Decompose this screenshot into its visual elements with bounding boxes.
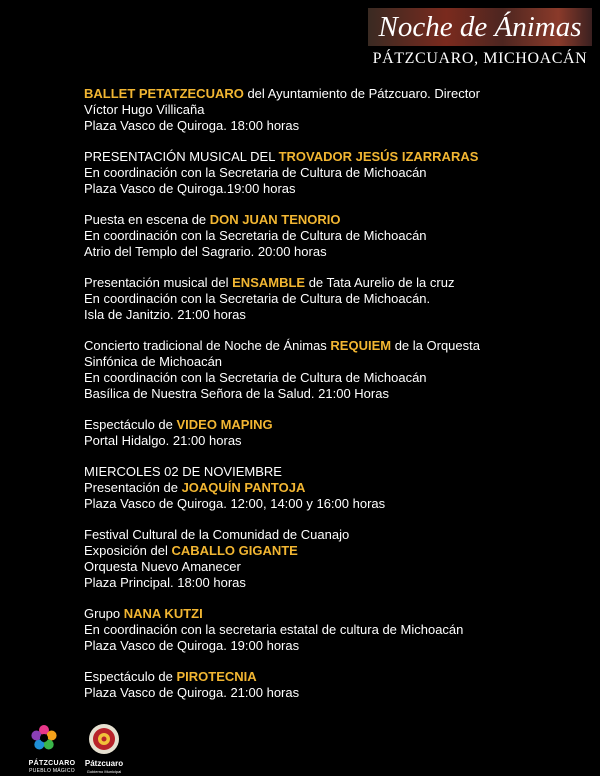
event-detail: Sinfónica de Michoacán: [84, 354, 223, 369]
event-title-line: Exposición del CABALLO GIGANTE: [84, 543, 298, 558]
event-venue: Isla de Janitzio. 21:00 horas: [84, 307, 246, 322]
event-highlight: TROVADOR JESÚS IZARRARAS: [278, 149, 479, 164]
footer-logos: [0, 716, 200, 776]
event-venue: Portal Hidalgo. 21:00 horas: [84, 433, 242, 448]
event-item: [84, 149, 584, 197]
event-title-line: Puesta en escena de DON JUAN TENORIO: [84, 212, 341, 227]
event-highlight: ENSAMBLE: [232, 275, 306, 290]
event-item: [84, 669, 584, 701]
event-highlight: DON JUAN TENORIO: [209, 212, 341, 227]
event-highlight: NANA KUTZI: [123, 606, 203, 621]
logo-tagline: Gobierno Municipal: [86, 769, 122, 774]
event-item: [84, 212, 584, 260]
event-highlight: JOAQUÍN PANTOJA: [181, 480, 306, 495]
event-venue: Plaza Principal. 18:00 horas: [84, 575, 246, 590]
seal-icon: [78, 722, 130, 756]
event-venue: Plaza Vasco de Quiroga. 19:00 horas: [84, 638, 300, 653]
event-title-line: PRESENTACIÓN MUSICAL DEL TROVADOR JESÚS IZARRARAS: [84, 149, 479, 164]
event-title-line: Espectáculo de PIROTECNIA: [84, 669, 257, 684]
event-detail: Orquesta Nuevo Amanecer: [84, 559, 241, 574]
event-item: [84, 86, 584, 134]
patzcuaro-municipal-logo: [78, 722, 130, 776]
event-highlight: PIROTECNIA: [176, 669, 257, 684]
event-highlight: REQUIEM: [330, 338, 392, 353]
logo-tagline: PUEBLO MÁGICO: [29, 768, 75, 774]
event-detail: Víctor Hugo Villicaña: [84, 102, 205, 117]
event-detail: En coordinación con la secretaria estatal de cultura de Michoacán: [84, 622, 464, 637]
event-item: [84, 527, 584, 591]
event-title-line: BALLET PETATZECUARO del Ayuntamiento de Pátzcuaro. Director: [84, 86, 480, 101]
event-title-line: Grupo NANA KUTZI: [84, 606, 203, 621]
event-title-line: Presentación musical del ENSAMBLE de Tata Aurelio de la cruz: [84, 275, 455, 290]
event-item: [84, 606, 584, 654]
logo-name: Pátzcuaro: [84, 759, 124, 768]
event-detail: En coordinación con la Secretaria de Cultura de Michoacán: [84, 370, 427, 385]
event-date-heading: MIERCOLES 02 DE NOVIEMBRE: [84, 464, 282, 479]
patzcuaro-pueblo-magico-logo: [22, 724, 82, 776]
header-banner: [368, 8, 592, 72]
event-item: [84, 417, 584, 449]
event-item: [84, 275, 584, 323]
event-detail: En coordinación con la Secretaria de Cultura de Michoacán: [84, 228, 427, 243]
event-highlight: CABALLO GIGANTE: [171, 543, 298, 558]
event-venue: Basílica de Nuestra Señora de la Salud. 21:00 Horas: [84, 386, 389, 401]
event-detail: Festival Cultural de la Comunidad de Cuanajo: [84, 527, 350, 542]
event-detail: En coordinación con la Secretaria de Cultura de Michoacán: [84, 165, 427, 180]
event-venue: Plaza Vasco de Quiroga. 18:00 horas: [84, 118, 300, 133]
event-highlight: BALLET PETATZECUARO: [84, 86, 244, 101]
event-title-line: Espectáculo de VIDEO MAPING: [84, 417, 273, 432]
logo-name: PÁTZCUARO: [28, 760, 76, 767]
event-venue: Plaza Vasco de Quiroga.19:00 horas: [84, 181, 296, 196]
event-detail: En coordinación con la Secretaria de Cultura de Michoacán.: [84, 291, 431, 306]
event-item: [84, 338, 584, 402]
event-list: [84, 86, 584, 716]
event-title-line: Concierto tradicional de Noche de Ánimas REQUIEM de la Orquesta: [84, 338, 480, 353]
event-title-line: Presentación de JOAQUÍN PANTOJA: [84, 480, 306, 495]
page-subtitle: PÁTZCUARO, MICHOACÁN: [372, 50, 588, 67]
event-venue: Atrio del Templo del Sagrario. 20:00 horas: [84, 244, 327, 259]
event-item: [84, 464, 584, 512]
event-highlight: VIDEO MAPING: [176, 417, 273, 432]
event-venue: Plaza Vasco de Quiroga. 21:00 horas: [84, 685, 300, 700]
flower-icon: [22, 724, 82, 760]
event-venue: Plaza Vasco de Quiroga. 12:00, 14:00 y 16:00 horas: [84, 496, 386, 511]
page-title: Noche de Ánimas: [378, 11, 582, 43]
